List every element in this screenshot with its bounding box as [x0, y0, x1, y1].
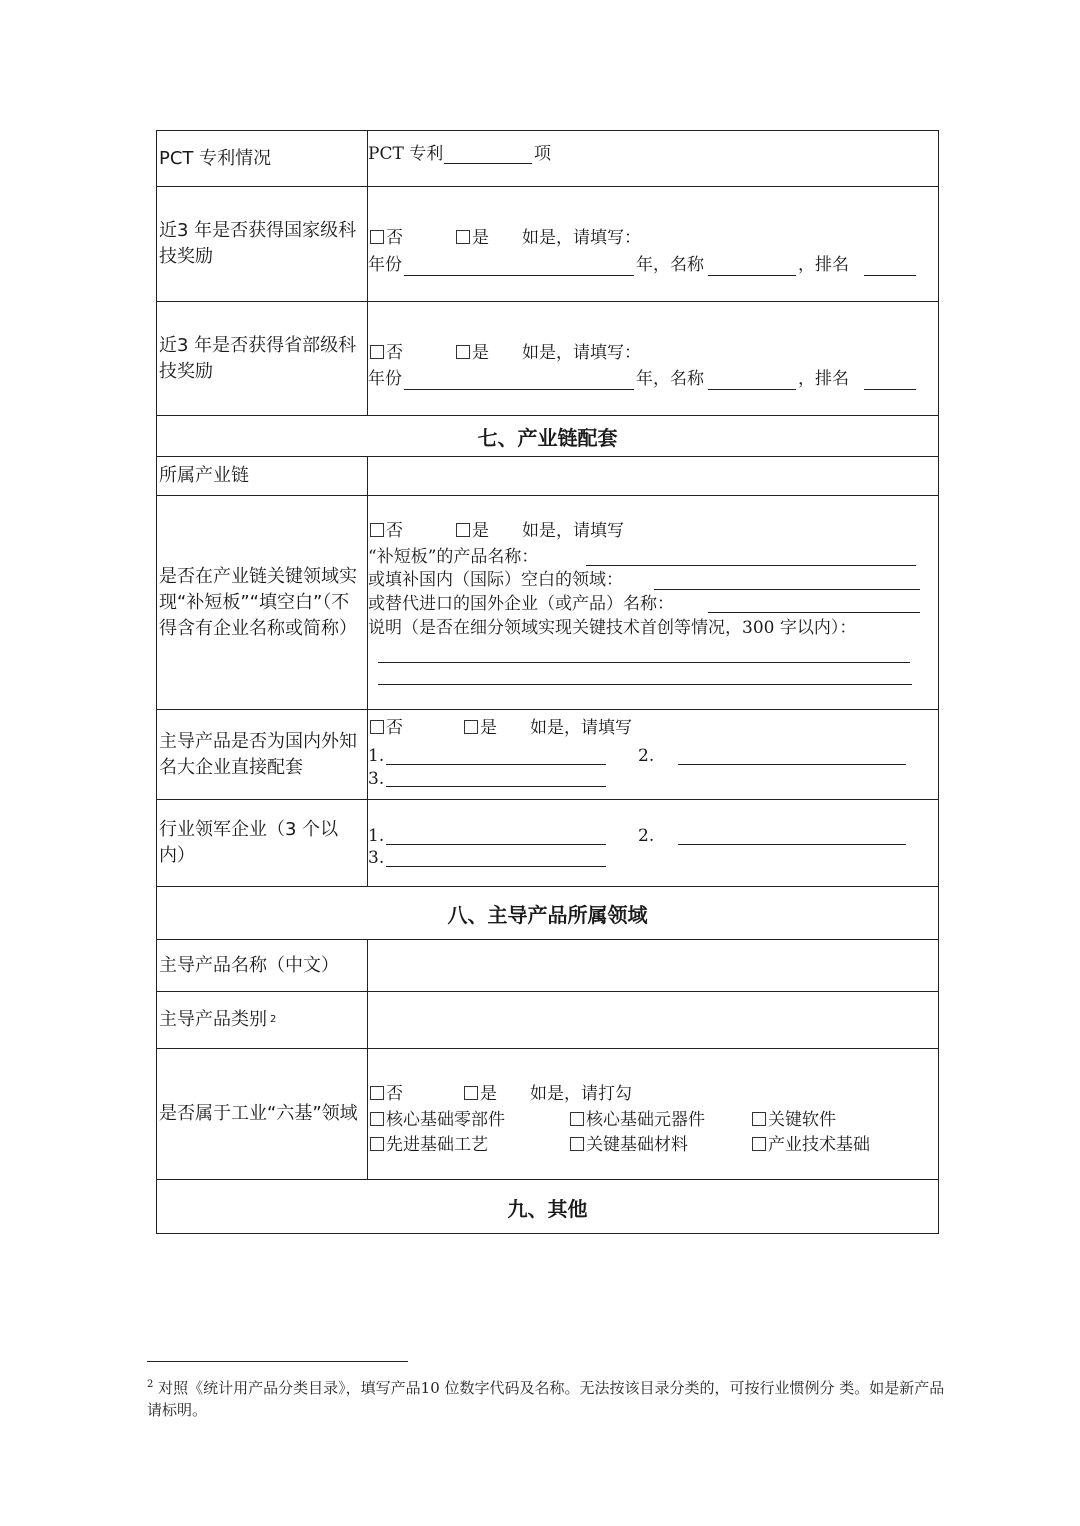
supplier-num-3: 3.	[368, 769, 385, 789]
shortboard-label: 是否在产业链关键领域实现“补短板”“填空白”（不得含有企业名称或简称）	[157, 496, 368, 709]
shortboard-gap-label: 或填补国内（国际）空白的领域：	[368, 570, 623, 590]
province-award-no-option[interactable]: 否	[370, 342, 403, 364]
six-basics-ifyes-text: 如是，请打勾	[530, 1084, 632, 1104]
national-award-label: 近3 年是否获得国家级科技奖励	[157, 187, 368, 301]
section-8-row	[157, 886, 938, 939]
six-basics-option-4[interactable]: 先进基础工艺	[370, 1134, 488, 1156]
checkbox-icon[interactable]	[570, 1112, 584, 1126]
shortboard-desc-line-2[interactable]	[378, 684, 912, 685]
province-award-label: 近3 年是否获得省部级科技奖励	[157, 302, 368, 415]
checkbox-icon[interactable]	[370, 230, 384, 244]
leaders-row	[157, 799, 938, 886]
pct-prefix: PCT 专利	[368, 144, 444, 164]
national-award-yes-option[interactable]: 是	[456, 227, 489, 249]
checkbox-icon[interactable]	[370, 1086, 384, 1100]
product-category-row	[157, 991, 938, 1048]
product-category-input[interactable]	[368, 992, 938, 1048]
national-award-rank-label: ，排名	[798, 255, 849, 275]
footnote-text: 对照《统计用产品分类目录》，填写产品10 位数字代码及名称。无法按该目录分类的，可按行业惯例分 类。如是新产品请标明。	[147, 1379, 945, 1419]
leaders-num-3: 3.	[368, 848, 385, 868]
supplier-field-2[interactable]	[678, 764, 906, 765]
section-9-row	[157, 1179, 938, 1235]
six-basics-label: 是否属于工业“六基”领域	[157, 1049, 368, 1179]
checkbox-icon[interactable]	[752, 1112, 766, 1126]
six-basics-yes-option[interactable]: 是	[464, 1083, 497, 1105]
six-basics-option-3[interactable]: 关键软件	[752, 1109, 836, 1131]
supplier-label: 主导产品是否为国内外知名大企业直接配套	[157, 710, 368, 799]
product-category-label: 主导产品类别	[159, 1009, 267, 1030]
checkbox-icon[interactable]	[464, 720, 478, 734]
shortboard-value-cell	[368, 496, 938, 709]
six-basics-no-option[interactable]: 否	[370, 1083, 403, 1105]
pct-value-cell	[368, 131, 938, 186]
shortboard-import-field[interactable]	[708, 612, 920, 613]
national-award-name-field[interactable]	[708, 275, 796, 276]
checkbox-icon[interactable]	[370, 1137, 384, 1151]
industry-chain-label: 所属产业链	[157, 457, 368, 495]
shortboard-yes-option[interactable]: 是	[456, 520, 489, 542]
checkbox-icon[interactable]	[370, 523, 384, 537]
national-award-row	[157, 186, 938, 301]
national-award-ifyes-text: 如是，请填写：	[522, 228, 641, 248]
footnote-ref[interactable]: 2	[270, 1014, 277, 1025]
national-award-value-cell	[368, 187, 938, 301]
shortboard-row	[157, 495, 938, 709]
national-award-name-label: 年，名称	[636, 255, 704, 275]
province-award-name-label: 年，名称	[636, 369, 704, 389]
footnote-divider	[147, 1361, 408, 1362]
province-award-name-field[interactable]	[708, 389, 796, 390]
supplier-value-cell	[368, 710, 938, 799]
shortboard-ifyes-text: 如是，请填写	[522, 521, 624, 541]
checkbox-icon[interactable]	[464, 1086, 478, 1100]
product-name-input[interactable]	[368, 940, 938, 991]
checkbox-icon[interactable]	[570, 1137, 584, 1151]
supplier-ifyes-text: 如是，请填写	[530, 718, 632, 738]
industry-chain-input[interactable]	[368, 457, 938, 495]
industry-chain-row	[157, 456, 938, 495]
pct-count-field[interactable]	[444, 163, 532, 164]
application-form-table	[156, 130, 939, 1234]
pct-suffix: 项	[534, 144, 551, 164]
supplier-yes-option[interactable]: 是	[464, 717, 497, 739]
province-award-year-label: 年份	[368, 369, 402, 389]
leaders-label: 行业领军企业（3 个以内）	[157, 800, 368, 886]
six-basics-option-1[interactable]: 核心基础零部件	[370, 1109, 505, 1131]
province-award-yes-option[interactable]: 是	[456, 342, 489, 364]
shortboard-product-field[interactable]	[586, 565, 916, 566]
national-award-year-label: 年份	[368, 255, 402, 275]
product-category-label-cell	[157, 992, 368, 1048]
province-award-ifyes-text: 如是，请填写：	[522, 343, 641, 363]
province-award-year-field[interactable]	[404, 389, 634, 390]
section-8-title: 八、主导产品所属领域	[447, 902, 648, 927]
shortboard-import-label: 或替代进口的国外企业（或产品）名称：	[368, 594, 674, 614]
shortboard-no-option[interactable]: 否	[370, 520, 403, 542]
supplier-field-1[interactable]	[386, 764, 606, 765]
section-7-row	[157, 415, 938, 456]
supplier-field-3[interactable]	[386, 786, 606, 787]
leaders-num-1: 1.	[368, 826, 385, 846]
supplier-row	[157, 709, 938, 799]
six-basics-value-cell	[368, 1049, 938, 1179]
checkbox-icon[interactable]	[370, 720, 384, 734]
leaders-field-2[interactable]	[678, 844, 906, 845]
national-award-no-option[interactable]: 否	[370, 227, 403, 249]
section-7-title: 七、产业链配套	[477, 425, 618, 450]
leaders-field-1[interactable]	[386, 844, 606, 845]
shortboard-desc-line-1[interactable]	[378, 662, 910, 663]
shortboard-desc-label: 说明（是否在细分领域实现关键技术首创等情况，300 字以内）：	[368, 618, 857, 638]
checkbox-icon[interactable]	[456, 345, 470, 359]
pct-row	[157, 131, 938, 186]
province-award-rank-field[interactable]	[864, 389, 916, 390]
leaders-num-2: 2.	[638, 826, 655, 846]
footnote-number: 2	[147, 1379, 154, 1390]
footnote	[147, 1374, 947, 1421]
section-9-title: 九、其他	[507, 1197, 588, 1221]
leaders-value-cell	[368, 800, 938, 886]
six-basics-row	[157, 1048, 938, 1179]
shortboard-product-label: “补短板”的产品名称：	[368, 547, 539, 567]
supplier-no-option[interactable]: 否	[370, 717, 403, 739]
leaders-field-3[interactable]	[386, 866, 606, 867]
national-award-year-field[interactable]	[404, 275, 634, 276]
checkbox-icon[interactable]	[752, 1137, 766, 1151]
six-basics-option-6[interactable]: 产业技术基础	[752, 1134, 870, 1156]
shortboard-gap-field[interactable]	[654, 589, 920, 590]
checkbox-icon[interactable]	[370, 345, 384, 359]
checkbox-icon[interactable]	[456, 523, 470, 537]
product-name-row	[157, 939, 938, 991]
product-name-label: 主导产品名称（中文）	[157, 940, 368, 991]
supplier-num-1: 1.	[368, 746, 385, 766]
checkbox-icon[interactable]	[456, 230, 470, 244]
province-award-rank-label: ，排名	[798, 369, 849, 389]
six-basics-option-5[interactable]: 关键基础材料	[570, 1134, 688, 1156]
supplier-num-2: 2.	[638, 746, 655, 766]
checkbox-icon[interactable]	[370, 1112, 384, 1126]
province-award-row	[157, 301, 938, 415]
national-award-rank-field[interactable]	[864, 275, 916, 276]
pct-label: PCT 专利情况	[157, 131, 368, 186]
six-basics-option-2[interactable]: 核心基础元器件	[570, 1109, 705, 1131]
province-award-value-cell	[368, 302, 938, 415]
